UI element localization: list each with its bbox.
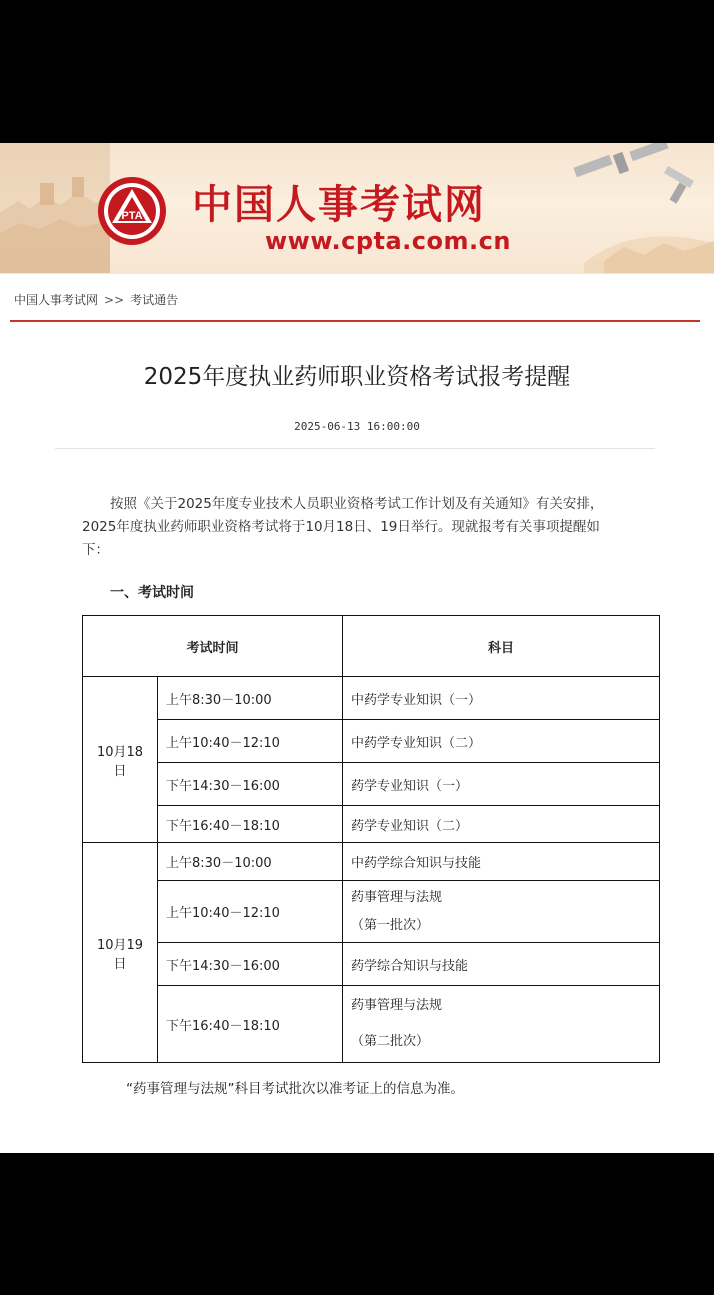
subject-cell [343,881,660,943]
subject-cell: 中药学综合知识与技能 [343,843,660,881]
table-row [83,881,660,943]
subject-batch-note: （第二批次） [351,1034,430,1049]
header-divider [10,320,700,322]
table-row [83,843,660,881]
breadcrumb-separator: >> [104,293,125,307]
time-cell: 上午10:40－12:10 [158,881,343,943]
pta-logo-icon[interactable] [96,175,168,247]
intro-line: 2025年度执业药师职业资格考试将于10月18日、19日举行。现就报考有关事项提醒如 [82,519,600,535]
article-date: 2025-06-13 16:00:00 [294,420,420,433]
intro-line: 按照《关于2025年度专业技术人员职业资格考试工作计划及有关通知》有关安排， [110,496,604,512]
breadcrumb-section-link[interactable]: 考试通告 [130,293,179,307]
intro-paragraph [82,493,642,562]
subject-cell: 中药学专业知识（二） [343,720,660,763]
time-cell: 下午14:30－16:00 [158,943,343,986]
time-cell: 下午16:40－18:10 [158,806,343,843]
table-row [83,806,660,843]
site-banner [0,143,714,273]
time-cell: 上午8:30－10:00 [158,843,343,881]
header-exam-time: 考试时间 [83,616,343,677]
logo-text: PTA [121,210,143,222]
subject-cell: 药学专业知识（一） [343,763,660,806]
article-title: 2025年度执业药师职业资格考试报考提醒 [143,364,571,390]
title-divider [55,448,655,449]
site-url[interactable]: www.cpta.com.cn [265,227,511,255]
footnote: “药事管理与法规”科目考试批次以准考证上的信息为准。 [126,1081,464,1097]
subject-cell [343,986,660,1063]
intro-line: 下： [82,542,109,558]
table-row [83,677,660,720]
subject-cell: 中药学专业知识（一） [343,677,660,720]
time-cell: 上午8:30－10:00 [158,677,343,720]
site-title[interactable]: 中国人事考试网 [192,182,486,228]
section-heading-exam-time: 一、考试时间 [110,585,194,601]
breadcrumb [14,291,178,308]
subject-cell: 药学专业知识（二） [343,806,660,843]
date-cell: 10月19日 [83,843,158,1063]
subject-name: 药事管理与法规 [351,998,443,1013]
banner-bottom-line [0,273,714,274]
article-page [0,143,714,1153]
table-row [83,720,660,763]
time-cell: 下午14:30－16:00 [158,763,343,806]
time-cell: 上午10:40－12:10 [158,720,343,763]
time-cell: 下午16:40－18:10 [158,986,343,1063]
subject-cell: 药学综合知识与技能 [343,943,660,986]
table-header-row [83,616,660,677]
exam-schedule-table [82,615,660,1063]
great-wall-decoration [0,143,110,273]
date-cell: 10月18日 [83,677,158,843]
table-row [83,763,660,806]
satellite-decoration-icon [564,143,714,273]
subject-batch-note: （第一批次） [351,917,430,933]
table-row [83,943,660,986]
subject-name: 药事管理与法规 [351,889,443,905]
header-subject: 科目 [343,616,660,677]
breadcrumb-home-link[interactable]: 中国人事考试网 [14,293,99,307]
table-row [83,986,660,1063]
